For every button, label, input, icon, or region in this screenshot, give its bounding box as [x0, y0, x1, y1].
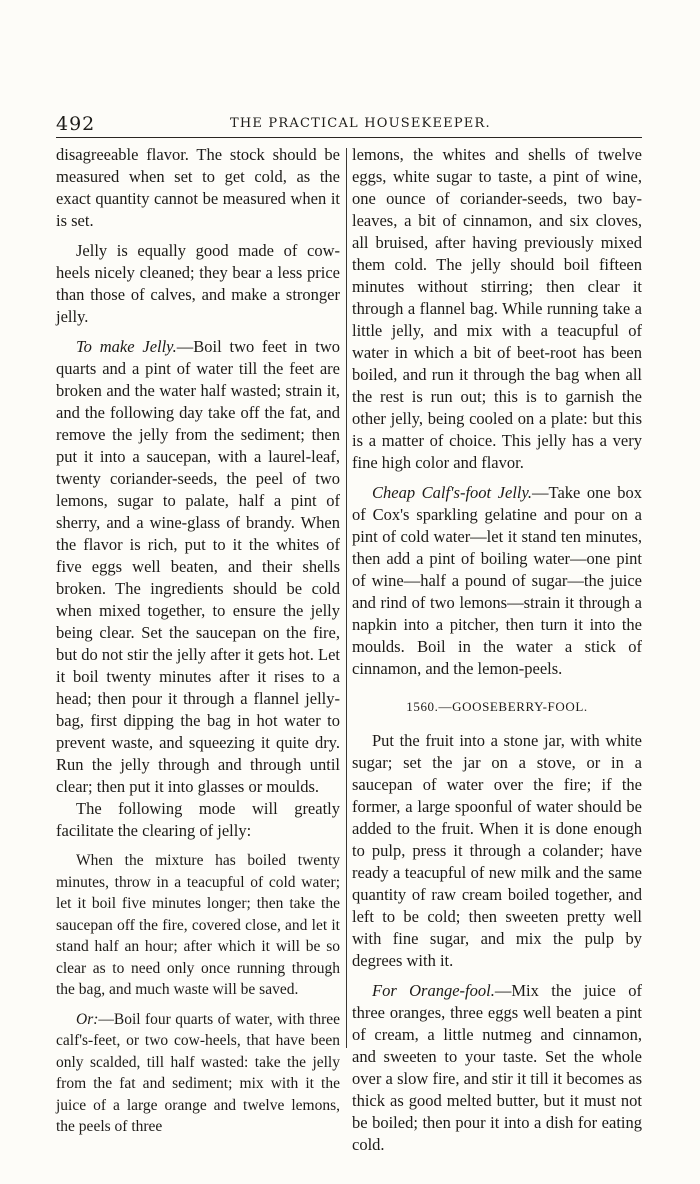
section-heading-gooseberry-fool: 1560.—GOOSEBERRY-FOOL.	[406, 699, 588, 714]
right-paragraph-1: lemons, the whites and shells of twelve eggs, white sugar to taste, a pint of wine, one ounce of coriander-seeds, two bay-leaves, a bit of cinnamon, and six cloves, all bruised, after having previously mixed them cold. The jelly should boil fifteen minutes without stirring; then clear it through a flannel bag. While running take a little jelly, and mix with a teacupful of water in which a bit of beet-root has been boiled, and run it through the bag when all the rest is run out; this is to garnish the other jelly, being cooled on a plate: but this is a matter of choice. This jelly has a very fine high color and flavor.	[352, 145, 642, 472]
left-paragraph-2: Jelly is equally good made of cow-heels nicely cleaned; they bear a less price than those of calves, and make a stronger jelly.	[56, 241, 340, 326]
left-paragraph-5: When the mixture has boiled twenty minutes, throw in a teacupful of cold water; let it boil five minutes longer; then take the saucepan off the fire, covered close, and let it stand half an hour; after which it will be so clear as to need only once running through the bag, and much waste will be saved.	[56, 852, 340, 998]
column-divider	[346, 148, 347, 1048]
recipe-or-variant-title: Or:	[76, 1010, 99, 1028]
header-rule	[56, 137, 642, 138]
page-header	[56, 113, 642, 139]
page-number: 492	[56, 113, 96, 135]
recipe-or-variant-body: —Boil four quarts of water, with three calf's-feet, or two cow-heels, that have been only scalded, till half wasted: take the jelly from the fat and sediment; mix with it the juice of a large orange and twelve lemons, the peels of three	[56, 1010, 340, 1135]
left-column	[56, 144, 340, 1138]
running-title: THE PRACTICAL HOUSEKEEPER.	[230, 116, 491, 131]
right-column	[352, 144, 642, 1156]
recipe-or-variant	[56, 1009, 340, 1138]
recipe-orange-fool	[352, 980, 642, 1156]
recipe-cheap-calfs-foot-jelly-body: —Take one box of Cox's sparkling gelatine and pour on a pint of cold water—let it stand ten minutes, then add a pint of boiling water—one pint of wine—half a pound of sugar—the juice and rind of two lemons—strain it through a napkin into a pitcher, then turn it into the moulds. Boil in the water a stick of cinnamon, and the lemon-peels.	[352, 483, 642, 678]
recipe-cheap-calfs-foot-jelly	[352, 482, 642, 680]
recipe-make-jelly-title: To make Jelly.	[76, 337, 177, 356]
recipe-make-jelly	[56, 336, 340, 798]
recipe-orange-fool-body: —Mix the juice of three oranges, three eggs well beaten a pint of cream, a little nutmeg and cinnamon, and sweeten to your taste. Set the whole over a slow fire, and stir it till it becomes as thick as good melted butter, but it must not be boiled; then pour it into a dish for eating cold.	[352, 981, 642, 1154]
left-paragraph-1: disagreeable flavor. The stock should be measured when set to get cold, as the exact quantity cannot be measured when it is set.	[56, 145, 340, 230]
recipe-make-jelly-body: —Boil two feet in two quarts and a pint of water till the feet are broken and the water half wasted; strain it, and the following day take off the fat, and remove the jelly from the sediment; then put it into a saucepan, with a laurel-leaf, twenty coriander-seeds, the peel of two lemons, sugar to palate, half a pint of sherry, and a wine-glass of brandy. When the flavor is rich, put to it the whites of five eggs well beaten, and their shells broken. The ingredients should be cold when mixed together, to ensure the jelly being clear. Set the saucepan on the fire, but do not stir the jelly after it gets hot. Let it boil twenty minutes after it rises to a head; then pour it through a flannel jelly-bag, first dipping the bag in hot water to prevent waste, and squeezing it quite dry. Run the jelly through and through until clear; then put it into glasses or moulds.	[56, 337, 341, 796]
recipe-orange-fool-title: For Orange-fool.	[372, 981, 495, 1000]
recipe-gooseberry-fool-body: Put the fruit into a stone jar, with white sugar; set the jar on a stove, or in a saucepan of water over the fire; if the former, a large spoonful of water should be added to the fruit. When it is done enough to pulp, press it through a colander; have ready a teacupful of new milk and the same quantity of raw cream boiled together, and left to be cold; then sweeten pretty well with fine sugar, and mix the pulp by degrees with it.	[352, 731, 642, 970]
recipe-cheap-calfs-foot-jelly-title: Cheap Calf's-foot Jelly.	[372, 483, 533, 502]
left-paragraph-4: The following mode will greatly facilitate the clearing of jelly:	[56, 799, 340, 840]
